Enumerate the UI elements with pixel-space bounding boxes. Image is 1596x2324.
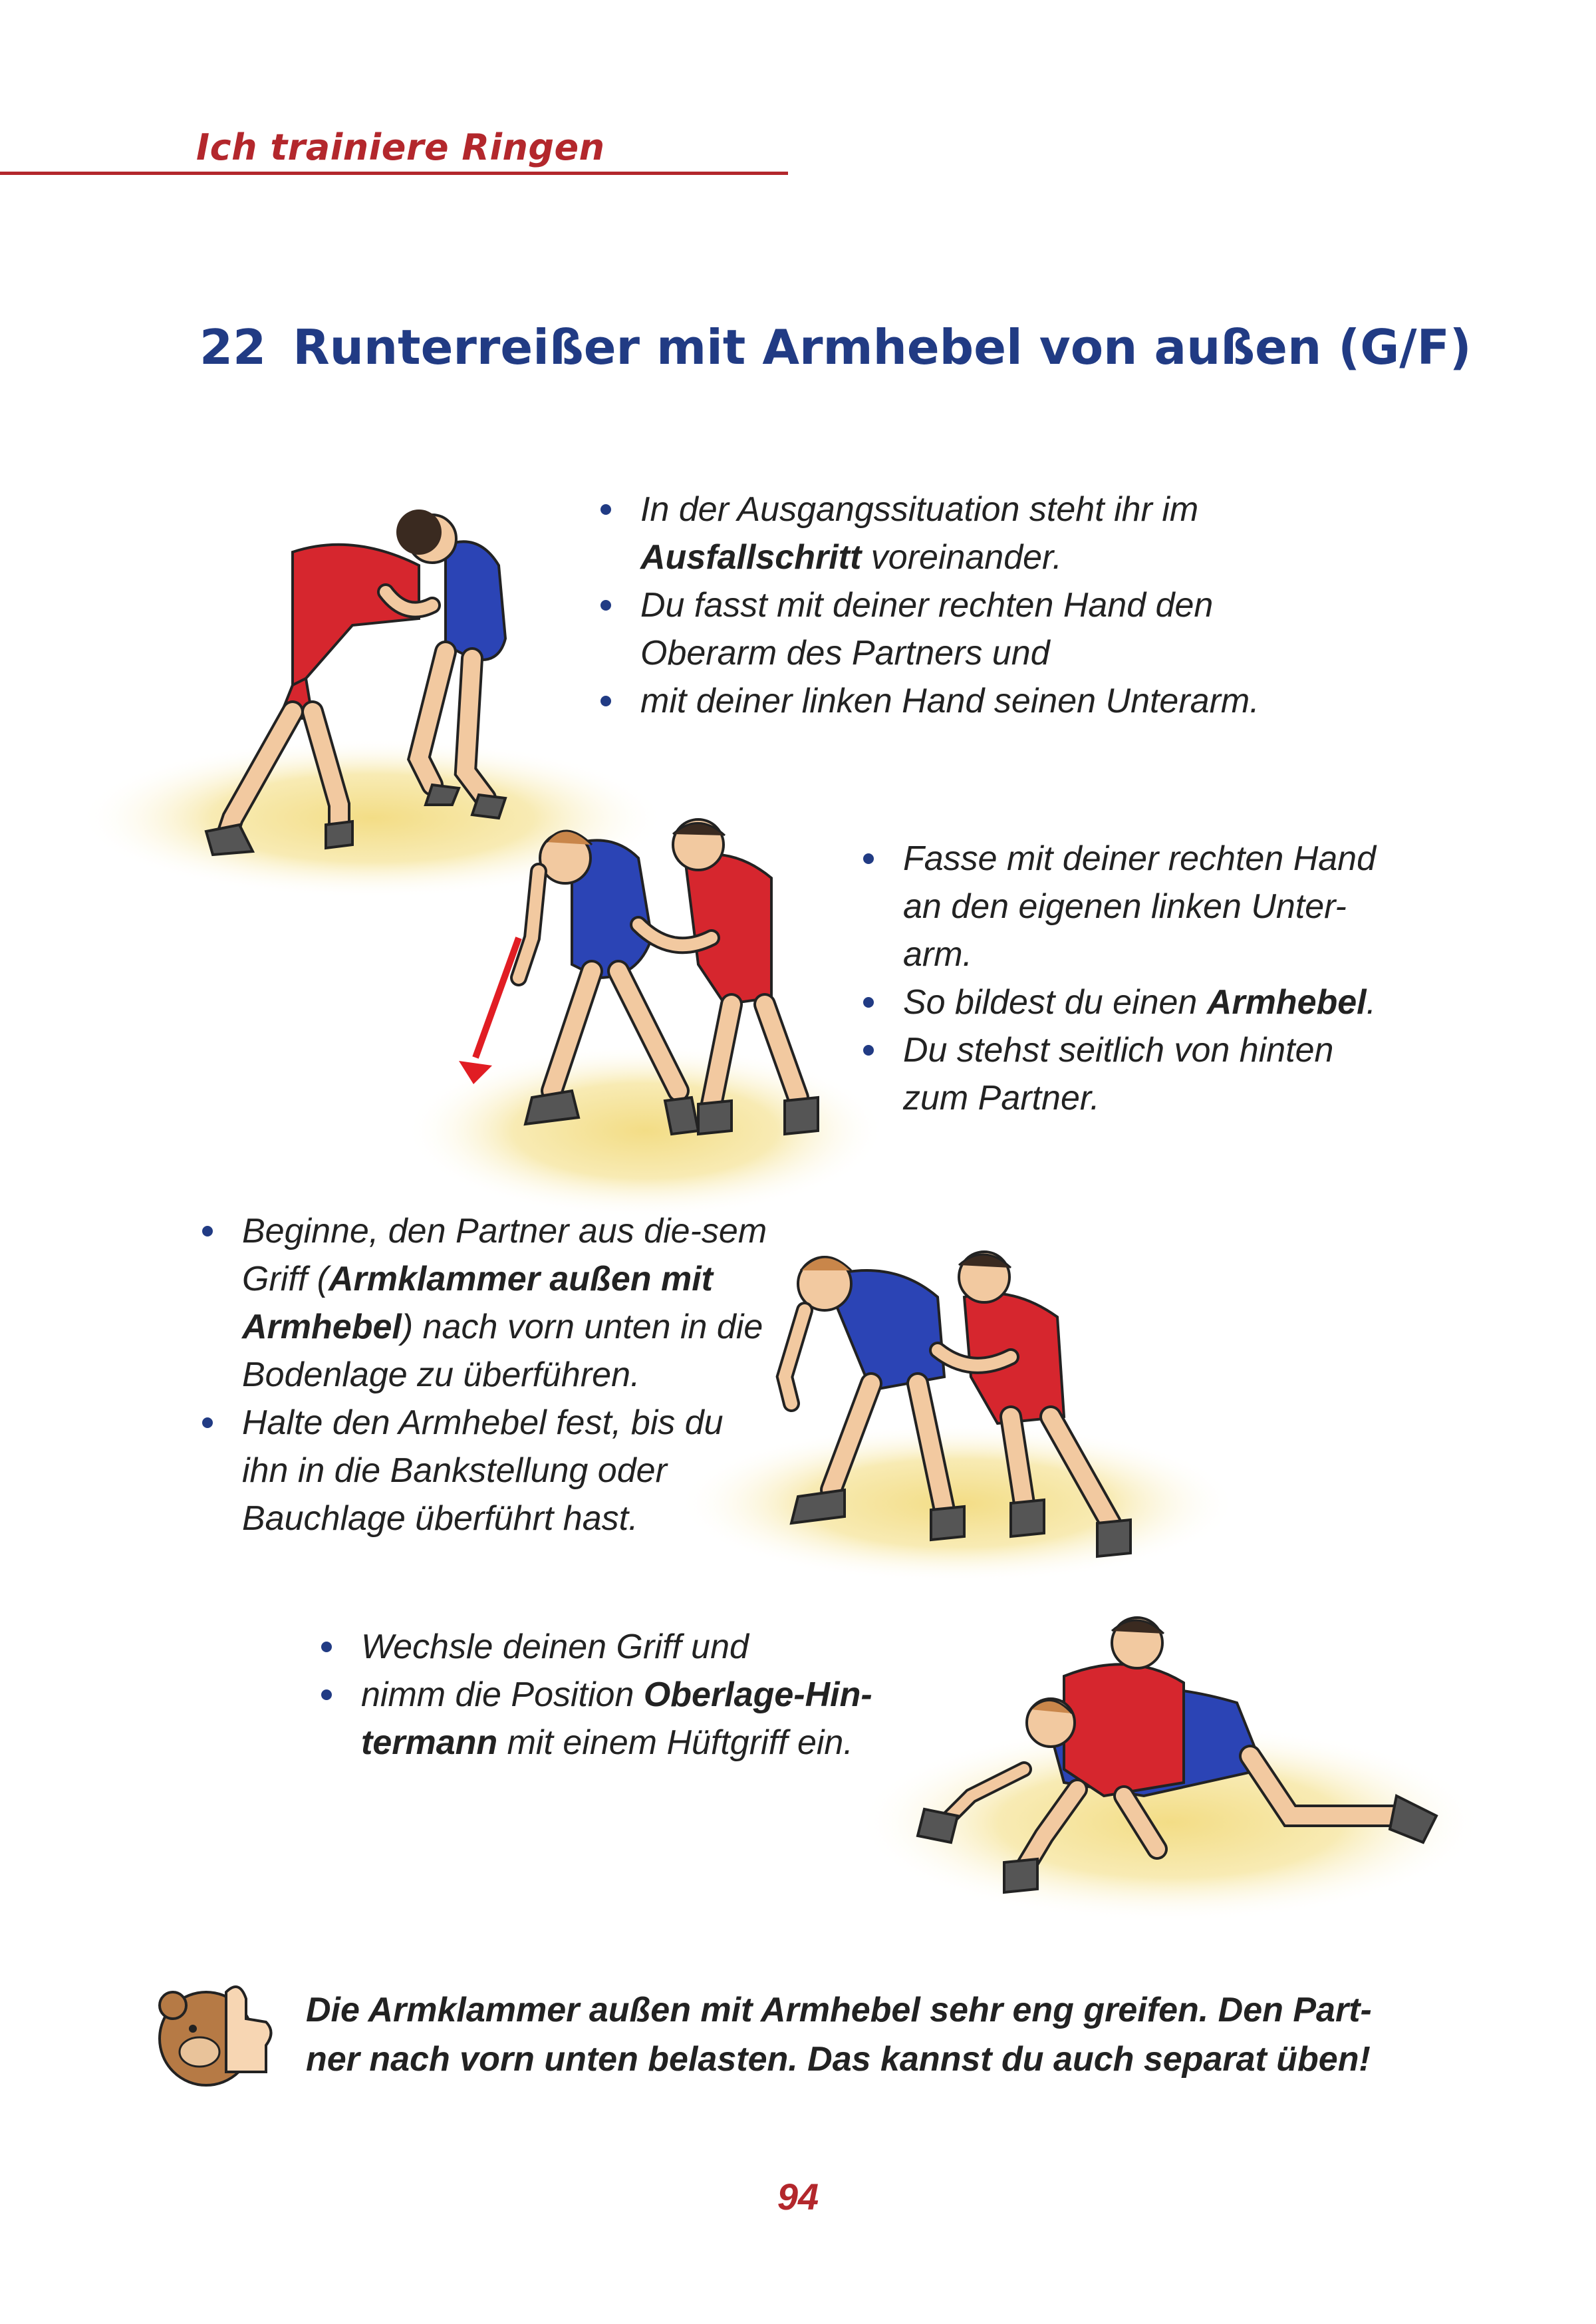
header-rule	[0, 172, 788, 175]
step-3-bullet-1: Beginne, den Partner aus die-sem Griff (Armklammer außen mit Armhebel) nach vorn unten in die Bodenlage zu überführen.	[197, 1207, 769, 1399]
wrestlers-illustration-4	[825, 1596, 1490, 1942]
step-3-bullet-2: Halte den Armhebel fest, bis du ihn in die Bankstellung oder Bauchlage überführt hast.	[197, 1399, 747, 1542]
header-title: Ich trainiere Ringen	[196, 126, 605, 168]
step-1-bullets	[595, 486, 1340, 725]
step-4-bullet-1: Wechsle deinen Griff und	[316, 1623, 914, 1671]
step-2-bullet-3: Du stehst seitlich von hinten zum Partner.	[858, 1026, 1403, 1122]
section-title-text: Runterreißer mit Armhebel von außen (G/F)	[293, 319, 1472, 375]
step-4-bullet-2: nimm die Position Oberlage-Hin-termann mit einem Hüftgriff ein.	[316, 1671, 933, 1767]
step-2-bullet-2: So bildest du einen Armhebel.	[858, 978, 1403, 1026]
wrestlers-illustration-2	[399, 805, 878, 1217]
step-2-bullets	[858, 835, 1403, 1122]
step-4-bullets	[316, 1623, 914, 1767]
step-1-bullet-3: mit deiner linken Hand seinen Unterarm.	[595, 677, 1340, 725]
section-number: 22	[200, 319, 267, 375]
section-title	[200, 319, 1472, 375]
thumbs-up-bear-icon	[146, 1965, 279, 2099]
step-1-bullet-2: Du fasst mit deiner rechten Hand den Oberarm des Partners und	[595, 581, 1226, 677]
page-number: 94	[777, 2176, 819, 2218]
step-2-bullet-1: Fasse mit deiner rechten Hand an den eigenen linken Unter-arm.	[858, 835, 1403, 978]
step-3-bullets	[197, 1207, 769, 1542]
tip-text: Die Armklammer außen mit Armhebel sehr eng greifen. Den Part-ner nach vorn unten belasten. Das kannst du auch separat üben!	[306, 1991, 1372, 2079]
step-1-bullet-1: In der Ausgangssituation steht ihr im Ausfallschritt voreinander.	[595, 486, 1340, 581]
